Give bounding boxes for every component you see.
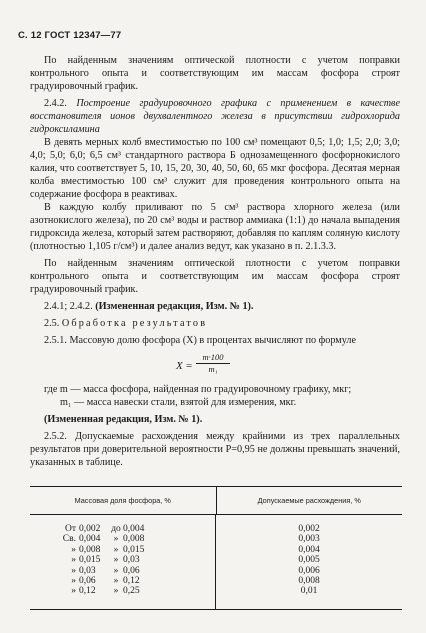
tolerance-value: 0,005: [298, 555, 320, 566]
range-from: 0,004: [79, 534, 101, 545]
formula-definitions: [30, 383, 400, 409]
table-row: [30, 576, 215, 586]
range-from: 0,002: [79, 524, 101, 534]
section-2-5-number: 2.5.: [44, 318, 60, 329]
range-connector: до: [111, 524, 121, 534]
range-to: 0,015: [123, 544, 145, 555]
amendment-note-1-sections: 2.4.1; 2.4.2.: [44, 301, 93, 312]
paragraph-reagents: В каждую колбу приливают по 5 см³ раствора хлорного железа (или азотнокислого железа), по 20 см³ воды и раствор аммиака (1:1) до начала выпадения гидроксида железа, который затем растворяют, добавляя по каплям соляную кислоту (плотностью 1,105 г/см³) и далее анализ ведут, как указано в п. 2.1.3.3.: [30, 202, 400, 252]
table-row: [30, 534, 215, 544]
section-2-5-2-text: 2.5.2. Допускаемые расхождения между крайними из трех параллельных результатов при доверительной вероятности P=0,95 не должны превышать значений, указанных в таблице.: [30, 431, 400, 468]
tolerance-value: 0,003: [298, 534, 320, 545]
range-prefix: »: [71, 586, 76, 597]
formula-denominator: m₁: [208, 364, 218, 374]
tolerance-table: [30, 486, 402, 610]
range-to: 0,008: [123, 534, 145, 545]
tolerance-value: 0,006: [298, 565, 320, 576]
table-bottom-rule: [30, 609, 402, 610]
page-header: С. 12 ГОСТ 12347—77: [18, 30, 122, 41]
table-column-mass-fraction: [30, 524, 215, 610]
table-row-tolerance: [216, 524, 402, 534]
table-header-tolerance: Допускаемые расхождения, %: [216, 487, 403, 514]
range-connector: »: [113, 565, 119, 576]
table-row-tolerance: [216, 545, 402, 555]
table-header: [30, 486, 402, 515]
range-connector: »: [113, 575, 119, 586]
range-prefix: Св.: [62, 534, 76, 545]
range-prefix: »: [71, 555, 76, 566]
document-body: [30, 54, 400, 469]
range-from: 0,12: [79, 586, 96, 597]
table-row-tolerance: [216, 534, 402, 544]
range-prefix: »: [71, 575, 76, 586]
paragraph-flasks: В девять мерных колб вместимостью по 100 см³ помещают 0,5; 1,0; 1,5; 2,0; 3,0; 4,0; 5,0; 6,0; 6,5 см³ стандартного раствора Б однозамещенного фосфорнокислого калия, что соответствует 5, 10, 15, 20, 30, 40, 50, 60, 65 мкг фосфора. Десятая мерная колба вместимостью 100 см³ служит для проведения контрольного опыта на содержание фосфора в реактивах.: [30, 137, 400, 200]
range-to: 0,06: [123, 565, 140, 576]
paragraph-graph-1: По найденным значениям оптической плотности с учетом поправки контрольного опыта и соответствующим им массам фосфора строят градуировочный график.: [30, 55, 400, 92]
formula-numerator: m·100: [196, 352, 230, 364]
section-2-5-1-text: 2.5.1. Массовую долю фосфора (X) в процентах вычисляют по формуле: [44, 335, 357, 346]
range-from: 0,06: [79, 575, 96, 586]
range-from: 0,03: [79, 565, 96, 576]
section-2-4-2-title: Построение градуировочного графика с применением в качестве восстановителя ионов двухвалентного железа в присутствии гидрохлорида гидроксиламина: [30, 98, 400, 135]
section-2-4-2-heading: [30, 97, 400, 136]
table-body: [30, 524, 402, 610]
range-connector: »: [113, 544, 119, 555]
range-to: 0,004: [123, 524, 145, 534]
section-2-5-title: Обработка результатов: [61, 318, 208, 329]
formula-lhs: X: [176, 360, 183, 372]
range-prefix: »: [71, 544, 76, 555]
table-row: [30, 524, 215, 534]
paragraph-graph-2: По найденным значениям оптической плотности с учетом поправки контрольного опыта и соответствующим им массам фосфора строят градуировочный график.: [30, 258, 400, 295]
table-row-tolerance: [216, 586, 402, 596]
range-connector: »: [113, 555, 119, 566]
range-prefix: От: [64, 524, 76, 534]
table-header-mass-fraction: Массовая доля фосфора, %: [74, 496, 171, 505]
formula-fraction: [196, 352, 230, 375]
section-2-5-heading: [30, 317, 400, 330]
range-to: 0,12: [123, 575, 140, 586]
table-row: [30, 566, 215, 576]
table-row-tolerance: [216, 566, 402, 576]
table-row: [30, 586, 215, 596]
definition-m1: m₁ — масса навески стали, взятой для измерения, мкг.: [60, 397, 297, 408]
formula-equals: =: [186, 360, 193, 372]
tolerance-value: 0,004: [298, 544, 320, 555]
table-row: [30, 545, 215, 555]
section-2-4-2-number: 2.4.2.: [44, 98, 67, 109]
range-from: 0,015: [79, 555, 101, 566]
table-row-tolerance: [216, 555, 402, 565]
table-row-tolerance: [216, 576, 402, 586]
range-to: 0,03: [123, 555, 140, 566]
definition-m: где m — масса фосфора, найденная по градуировочному графику, мкг;: [44, 384, 352, 395]
table-column-tolerance: [215, 515, 402, 610]
tolerance-value: 0,01: [300, 586, 318, 597]
range-from: 0,008: [79, 544, 101, 555]
formula-phosphorus: [30, 351, 400, 383]
range-to: 0,25: [123, 586, 140, 597]
range-prefix: »: [71, 565, 76, 576]
amendment-note-2: (Измененная редакция, Изм. № 1).: [44, 414, 203, 425]
table-row: [30, 555, 215, 565]
tolerance-value: 0,002: [298, 524, 320, 534]
tolerance-value: 0,008: [298, 575, 320, 586]
range-connector: »: [113, 534, 119, 545]
amendment-note-1-text: (Измененная редакция, Изм. № 1).: [95, 301, 254, 312]
range-connector: »: [113, 586, 119, 597]
amendment-note-1: [30, 300, 400, 313]
